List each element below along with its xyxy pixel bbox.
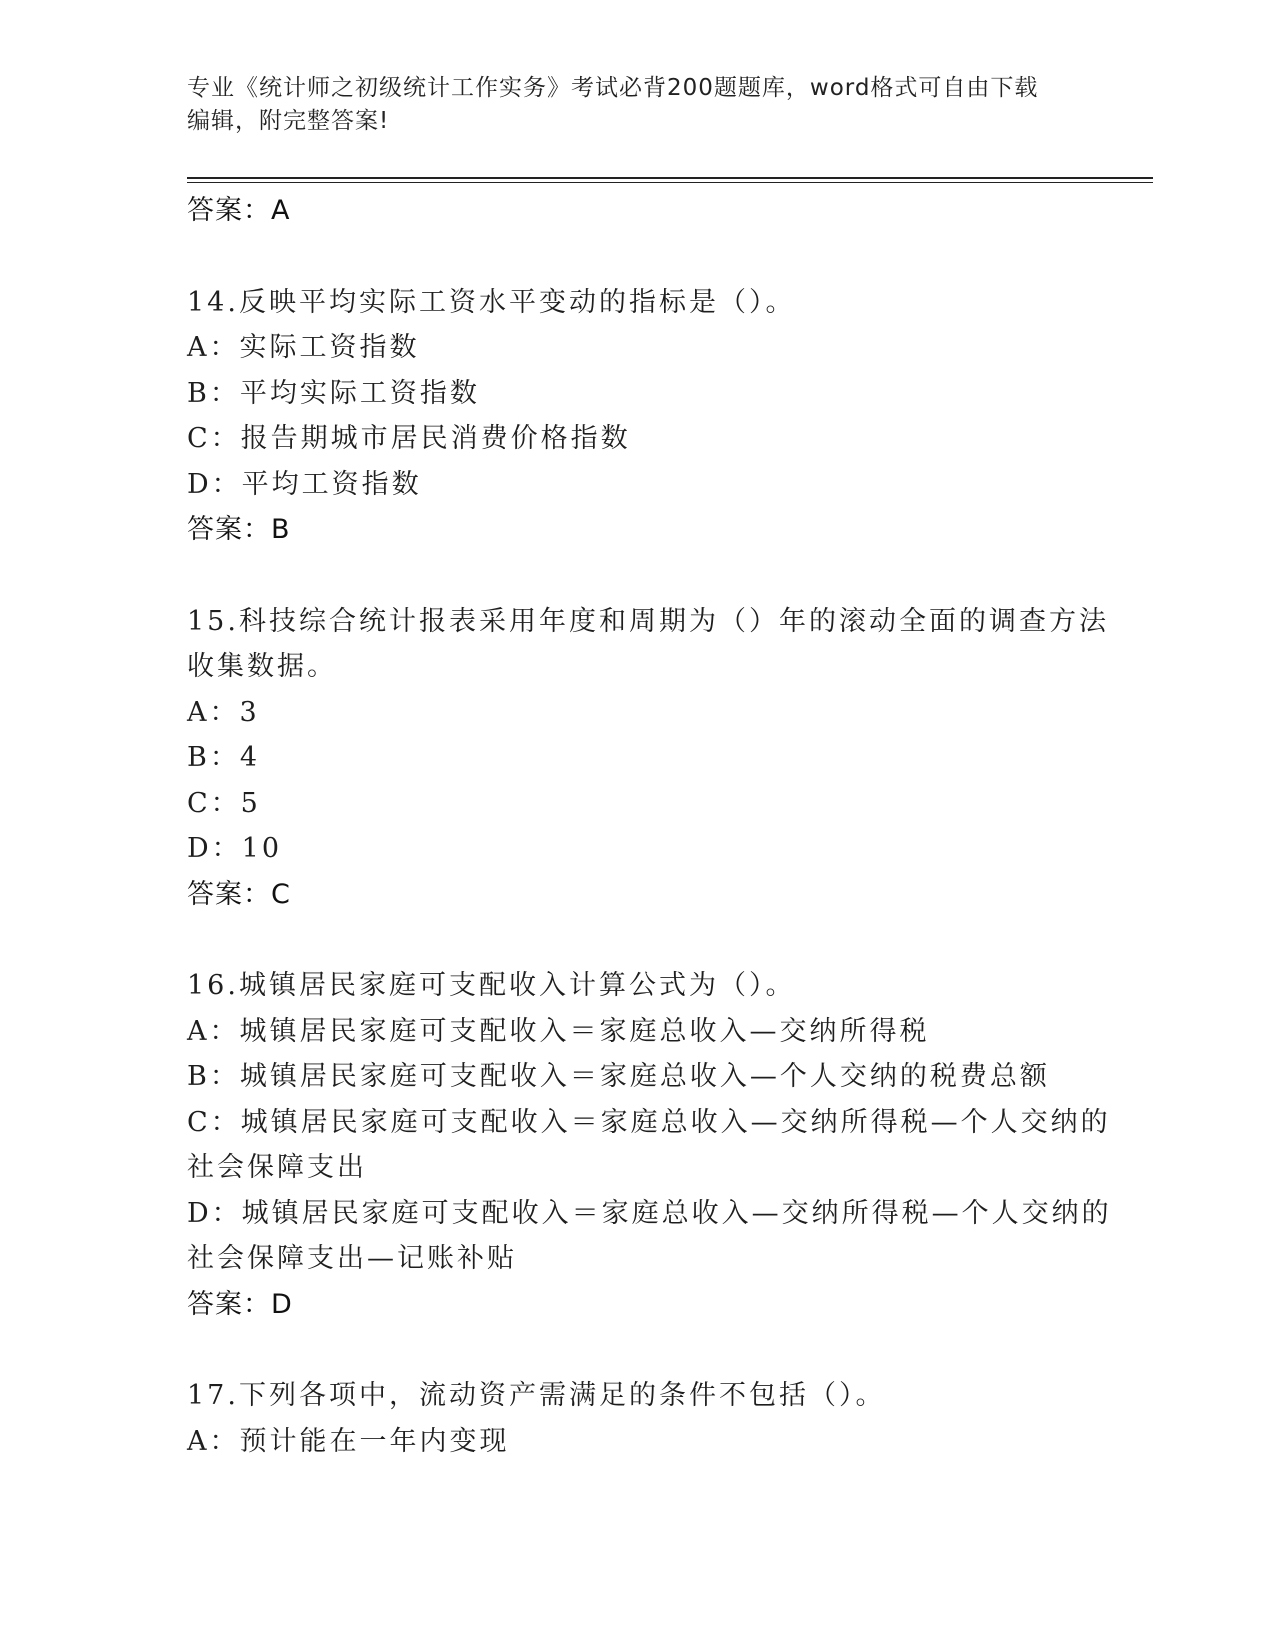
question-15 xyxy=(187,599,1109,918)
spacer xyxy=(187,234,1087,280)
option-b: B：城镇居民家庭可支配收入＝家庭总收入—个人交纳的税费总额 xyxy=(187,1061,1050,1092)
answer-prev: 答案：A xyxy=(187,195,291,226)
question-stem: 14.反映平均实际工资水平变动的指标是（）。 xyxy=(187,286,796,318)
option-c-line-2: 社会保障支出 xyxy=(187,1152,367,1183)
answer: 答案：D xyxy=(187,1288,293,1320)
option-b: B：4 xyxy=(187,742,261,773)
option-d: D：平均工资指数 xyxy=(187,468,422,500)
option-d-line-1: D：城镇居民家庭可支配收入＝家庭总收入—交纳所得税—个人交纳的 xyxy=(187,1197,1112,1229)
header-line-2: 编辑，附完整答案! xyxy=(187,108,390,134)
answer: 答案：B xyxy=(187,514,291,545)
option-b: B：平均实际工资指数 xyxy=(187,377,480,409)
option-c: C：报告期城市居民消费价格指数 xyxy=(187,423,631,454)
option-c: C：5 xyxy=(187,787,261,819)
spacer xyxy=(187,553,1087,599)
question-stem-line-1: 15.科技综合统计报表采用年度和周期为（）年的滚动全面的调查方法 xyxy=(187,605,1109,637)
question-17 xyxy=(187,1373,1087,1464)
spacer xyxy=(187,1327,1087,1373)
header-divider-thick xyxy=(187,177,1153,179)
option-c-line-1: C：城镇居民家庭可支配收入＝家庭总收入—交纳所得税—个人交纳的 xyxy=(187,1106,1111,1138)
option-a: A：实际工资指数 xyxy=(187,332,420,363)
spacer xyxy=(187,917,1087,963)
option-a: A：预计能在一年内变现 xyxy=(187,1425,510,1457)
document-header xyxy=(187,72,1067,138)
question-stem-line-2: 收集数据。 xyxy=(187,651,337,682)
question-16 xyxy=(187,963,1112,1327)
question-stem: 17.下列各项中，流动资产需满足的条件不包括（）。 xyxy=(187,1380,886,1411)
header-divider-thin xyxy=(187,182,1153,183)
question-list xyxy=(187,188,1112,1464)
option-a: A：城镇居民家庭可支配收入＝家庭总收入—交纳所得税 xyxy=(187,1015,930,1047)
question-14 xyxy=(187,280,1087,553)
option-a: A：3 xyxy=(187,696,260,728)
option-d-line-2: 社会保障支出—记账补贴 xyxy=(187,1243,517,1274)
question-stem: 16.城镇居民家庭可支配收入计算公式为（）。 xyxy=(187,970,796,1001)
answer: 答案：C xyxy=(187,878,291,910)
header-line-1: 专业《统计师之初级统计工作实务》考试必背200题题库，word格式可自由下载 xyxy=(187,75,1039,101)
option-d: D：10 xyxy=(187,833,283,864)
